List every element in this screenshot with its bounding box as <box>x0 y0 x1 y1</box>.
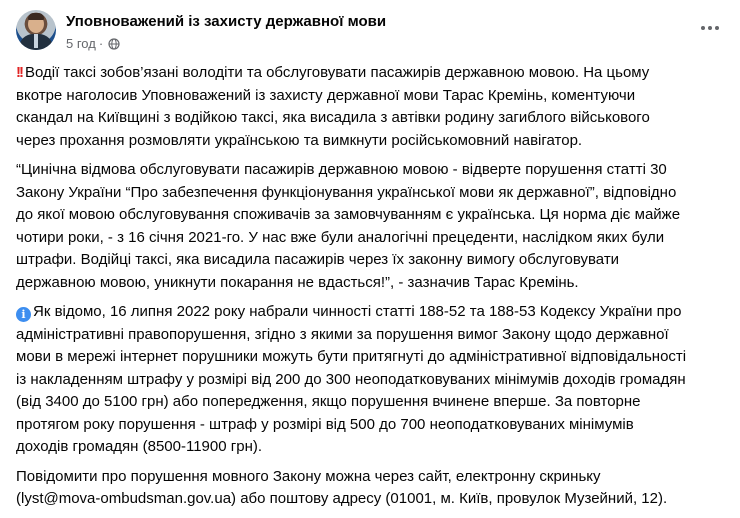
post-line: вкотре наголосив Уповноважений із захисту державної мови Тарас Кремінь, коментуючи <box>16 86 636 104</box>
more-options-icon-dot <box>715 26 719 30</box>
post-meta <box>66 36 120 51</box>
post-line: доходів громадян (8500-11900 грн). <box>16 438 263 455</box>
post-line: “Цинічна відмова обслуговувати пасажирів державною мовою - відверте порушення статті 30 <box>16 161 667 178</box>
double-exclamation-icon: !! <box>16 64 22 81</box>
post-paragraph-1 <box>16 62 726 152</box>
info-icon: i <box>16 307 31 322</box>
post-line: мови в мережі інтернет порушники можуть бути притягнуті до адміністративної відповідальності <box>16 348 687 365</box>
avatar-hair-shape <box>28 13 44 20</box>
post-header <box>16 10 724 54</box>
post-line: із накладенням штрафу у розмірі від 200 до 300 неоподатковуваних мінімумів доходів громадян <box>16 370 686 388</box>
post-line: скандал на Київщині з водійкою таксі, яка висадила з автівки родину загиблого військового <box>16 109 650 126</box>
post-paragraph-3 <box>16 301 726 459</box>
post-line: (від 3400 до 5100 грн) або попередження, якщо порушення вчинене вперше. За повторне <box>16 393 641 410</box>
author-name-link[interactable]: Уповноважений із захисту державної мови <box>66 13 387 30</box>
post-paragraph-4 <box>16 466 726 511</box>
post-line: протягом року порушення - штраф у розмірі від 500 до 700 неоподатковуваних мінімумів <box>16 415 634 433</box>
post-timestamp-link[interactable]: 5 год <box>66 36 96 51</box>
post-line: штрафи. Водійці таксі, яка висадила пасажирів через їх законну вимогу обслуговувати <box>16 251 620 268</box>
line-text: Водії таксі зобов’язані володіти та обслуговувати пасажирів державною мовою. На цьому <box>25 64 650 81</box>
post-line: до якої мовою обслуговування споживачів за замовчуванням є українська. Ця норма діє майже <box>16 206 681 223</box>
avatar-collar-shape <box>34 34 38 48</box>
more-options-button[interactable] <box>696 18 724 38</box>
post-line: Повідомити про порушення мовного Закону можна через сайт, електронну скриньку <box>16 467 601 485</box>
post-line: чотири роки, - з 16 січня 2021-го. У нас вже були аналогічні прецеденти, наслідком яких були <box>16 228 665 246</box>
meta-separator: · <box>98 36 104 51</box>
post-paragraph-2 <box>16 159 726 294</box>
more-options-icon-dot <box>701 26 705 30</box>
post-line: державною мовою, уникнути покарання не вдасться!”, - зазначив Тарас Кремінь. <box>16 273 579 291</box>
post-line: через прохання розмовляти українською та вимкнути російськомовний навігатор. <box>16 131 583 149</box>
more-options-icon-dot <box>708 26 712 30</box>
post-line <box>16 62 726 85</box>
post-body <box>16 62 726 518</box>
post-line: (lyst@mova-ombudsman.gov.ua) або поштову адресу (01001, м. Київ, провулок Музейний, 12). <box>16 490 668 507</box>
post-line <box>16 301 726 324</box>
post-line: Закону України “Про забезпечення функціонування української мови як державної”, відповідно <box>16 183 677 201</box>
line-text: Як відомо, 16 липня 2022 року набрали чинності статті 188-52 та 188-53 Кодексу України про <box>33 303 682 320</box>
globe-icon <box>108 38 120 50</box>
post-line: адміністративні правопорушення, згідно з якими за порушення вимог Закону щодо державної <box>16 325 669 343</box>
author-avatar[interactable] <box>16 10 56 50</box>
